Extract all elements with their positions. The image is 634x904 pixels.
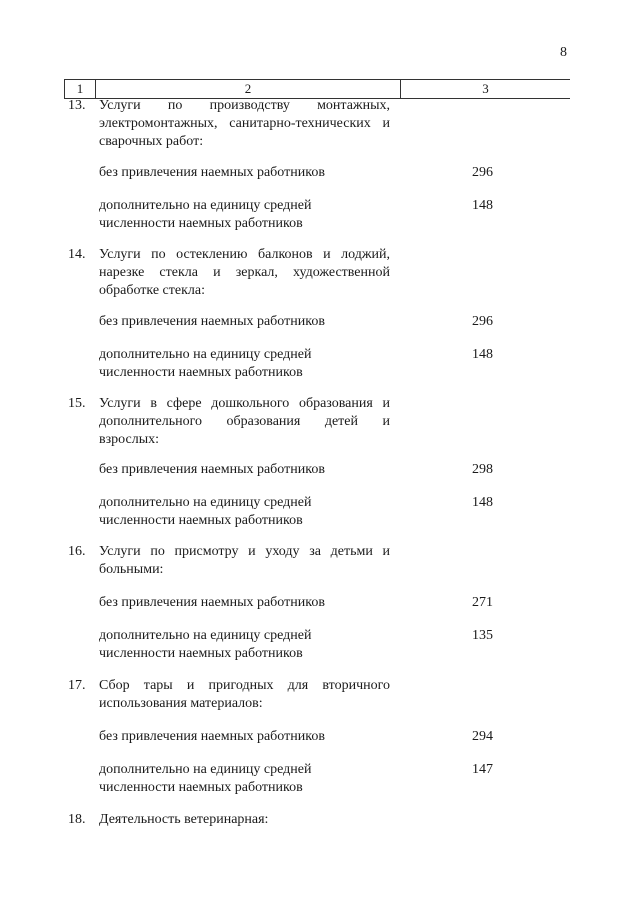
item-title: Деятельность ветеринарная: — [99, 812, 269, 827]
row-label: без привлечения наемных работников — [99, 165, 325, 180]
row-label: дополнительно на единицу средней численности наемных работников — [99, 628, 312, 661]
header-col-3: 3 — [482, 81, 489, 96]
row-value: 271 — [472, 595, 493, 610]
item-number: 14. — [68, 247, 86, 262]
item-title: Услуги по производству монтажных, электромонтажных, санитарно-технических и сварочных работ: — [99, 98, 390, 149]
row-value: 298 — [472, 462, 493, 477]
page-number: 8 — [560, 45, 567, 60]
row-label: дополнительно на единицу средней численности наемных работников — [99, 762, 312, 795]
item-title: Услуги по остеклению балконов и лоджий, нарезке стекла и зеркал, художественной обработке стекла: — [99, 247, 390, 298]
header-col-2: 2 — [96, 80, 401, 98]
item-number: 13. — [68, 98, 86, 113]
item-title: Сбор тары и пригодных для вторичного использования материалов: — [99, 678, 390, 711]
row-value: 294 — [472, 729, 493, 744]
row-label: дополнительно на единицу средней численности наемных работников — [99, 495, 312, 528]
row-value: 148 — [472, 198, 493, 213]
row-label: дополнительно на единицу средней численности наемных работников — [99, 198, 312, 231]
item-number: 17. — [68, 678, 86, 693]
row-value: 148 — [472, 495, 493, 510]
table-header — [64, 79, 570, 99]
item-number: 18. — [68, 812, 86, 827]
item-number: 15. — [68, 396, 86, 411]
row-label: без привлечения наемных работников — [99, 314, 325, 329]
header-col-1: 1 — [64, 80, 96, 98]
row-value: 135 — [472, 628, 493, 643]
row-value: 296 — [472, 165, 493, 180]
row-value: 296 — [472, 314, 493, 329]
row-label: дополнительно на единицу средней численности наемных работников — [99, 347, 312, 380]
row-value: 147 — [472, 762, 493, 777]
item-number: 16. — [68, 544, 86, 559]
row-label: без привлечения наемных работников — [99, 729, 325, 744]
row-value: 148 — [472, 347, 493, 362]
row-label: без привлечения наемных работников — [99, 595, 325, 610]
item-title: Услуги в сфере дошкольного образования и дополнительного образования детей и взрослых: — [99, 396, 390, 447]
item-title: Услуги по присмотру и уходу за детьми и больными: — [99, 544, 390, 577]
row-label: без привлечения наемных работников — [99, 462, 325, 477]
